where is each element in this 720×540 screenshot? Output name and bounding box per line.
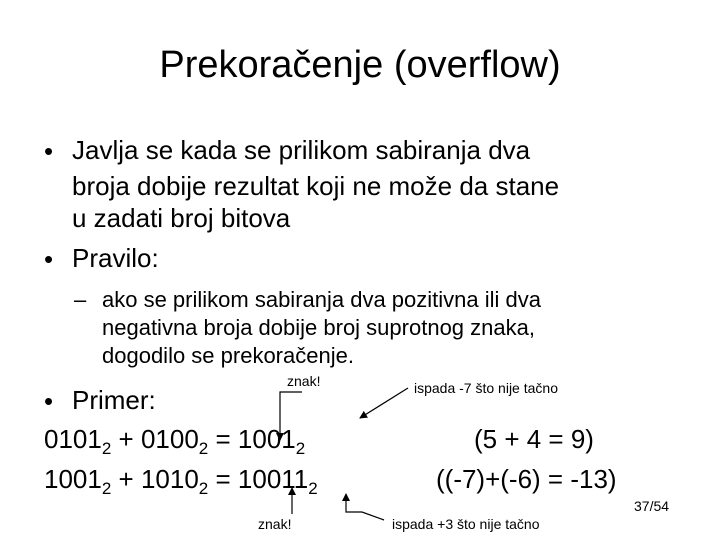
sub-bullet-line-2: negativna broja dobije broj suprotnog znaka, xyxy=(102,315,535,340)
base-subscript: 2 xyxy=(198,479,209,498)
overflow-note-bottom: ispada +3 što nije tačno xyxy=(392,516,540,532)
sub-bullet-dash: – xyxy=(74,287,87,312)
slide-title: Prekoračenje (overflow) xyxy=(159,44,561,86)
sub-bullet-line-3: dogodilo se prekoračenje. xyxy=(102,343,354,368)
sign-arrow-top xyxy=(280,392,302,440)
overflow-note-top: ispada -7 što nije tačno xyxy=(414,380,558,396)
example-label: Primer: xyxy=(72,385,156,415)
equation-term: 0101 xyxy=(44,424,102,454)
equation-1-decimal: (5 + 4 = 9) xyxy=(474,424,594,454)
bullet-marker: • xyxy=(44,386,54,416)
sign-note-bottom: znak! xyxy=(258,516,292,532)
page-number: 37/54 xyxy=(634,498,670,514)
equation-term: = 1001 xyxy=(208,424,296,454)
equation-2-decimal: ((-7)+(-6) = -13) xyxy=(436,464,617,494)
bullet-1-line-2: broja dobije rezultat koji ne može da stane xyxy=(72,171,560,201)
bullet-1-line-3: u zadati broj bitova xyxy=(72,203,291,233)
overflow-arrow-top xyxy=(360,388,408,418)
equation-term: + 1010 xyxy=(111,464,199,494)
overflow-arrow-bottom xyxy=(346,494,384,520)
bullet-1-line-1: Javlja se kada se prilikom sabiranja dva xyxy=(72,135,531,165)
sign-note-top: znak! xyxy=(287,373,321,389)
base-subscript: 2 xyxy=(198,439,209,458)
base-subscript: 2 xyxy=(101,479,112,498)
bullet-marker: • xyxy=(44,244,54,274)
base-subscript: 2 xyxy=(308,479,318,498)
equation-term: 1001 xyxy=(44,464,102,494)
sub-bullet-line-1: ako se prilikom sabiranja dva pozitivna ili dva xyxy=(102,287,541,312)
bullet-2-text: Pravilo: xyxy=(72,243,159,273)
bullet-marker: • xyxy=(44,136,54,166)
base-subscript: 2 xyxy=(295,439,306,458)
base-subscript: 2 xyxy=(101,439,112,458)
equation-term: = 10011 xyxy=(208,464,309,494)
equation-term: + 0100 xyxy=(111,424,199,454)
